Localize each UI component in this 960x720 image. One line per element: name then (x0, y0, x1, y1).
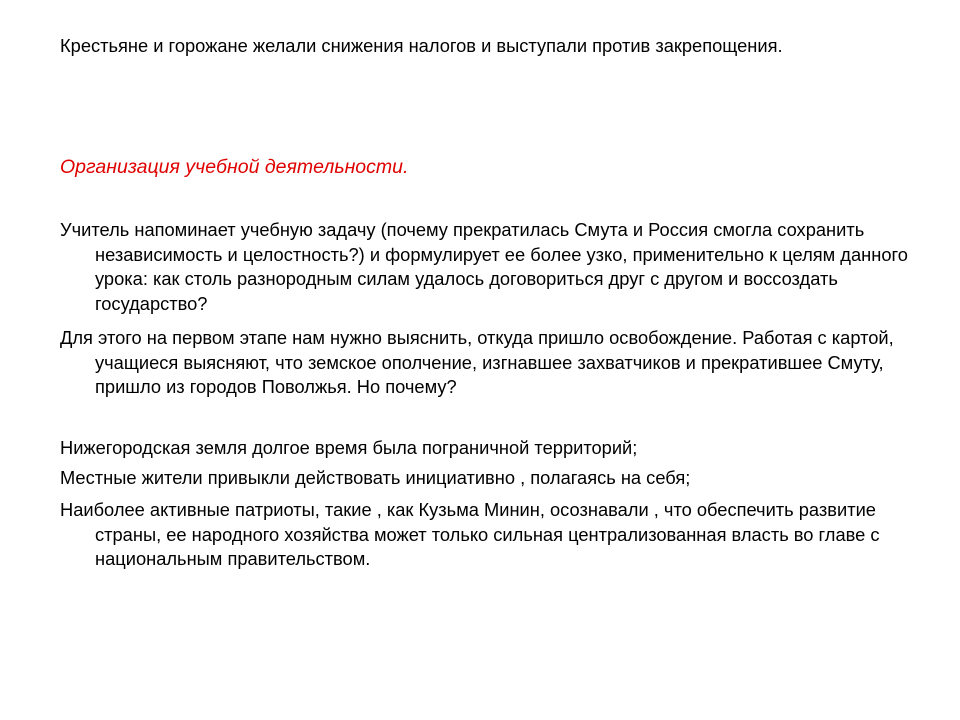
paragraph-minin-patriots: Наиболее активные патриоты, такие , как Кузьма Минин, осознавали , что обеспечить развитие страны, ее народного хозяйства может только сильная централизованная власть во главе с национальным правительством. (60, 499, 880, 569)
intro-paragraph: Крестьяне и горожане желали снижения налогов и выступали против закрепощения. (60, 35, 783, 56)
paragraph-local-initiative: Местные жители привыкли действовать инициативно , полагаясь на себя; (60, 467, 691, 488)
paragraph-first-stage: Для этого на первом этапе нам нужно выяснить, откуда пришло освобождение. Работая с картой, учащиеся выясняют, что земское ополчение, изгнавшее захватчиков и прекратившее Смуту, пришло из городов Поволжья. Но почему? (60, 327, 894, 397)
section-heading: Организация учебной деятельности. (60, 156, 409, 178)
paragraph-learning-task: Учитель напоминает учебную задачу (почему прекратилась Смута и Россия смогла сохранить независимость и целостность?) и формулирует ее более узко, применительно к целям данного урока: как столь разнородным силам удалось договориться друг с другом и воссоздать государство? (60, 219, 908, 314)
paragraph-border-territory: Нижегородская земля долгое время была пограничной территорий; (60, 437, 638, 458)
